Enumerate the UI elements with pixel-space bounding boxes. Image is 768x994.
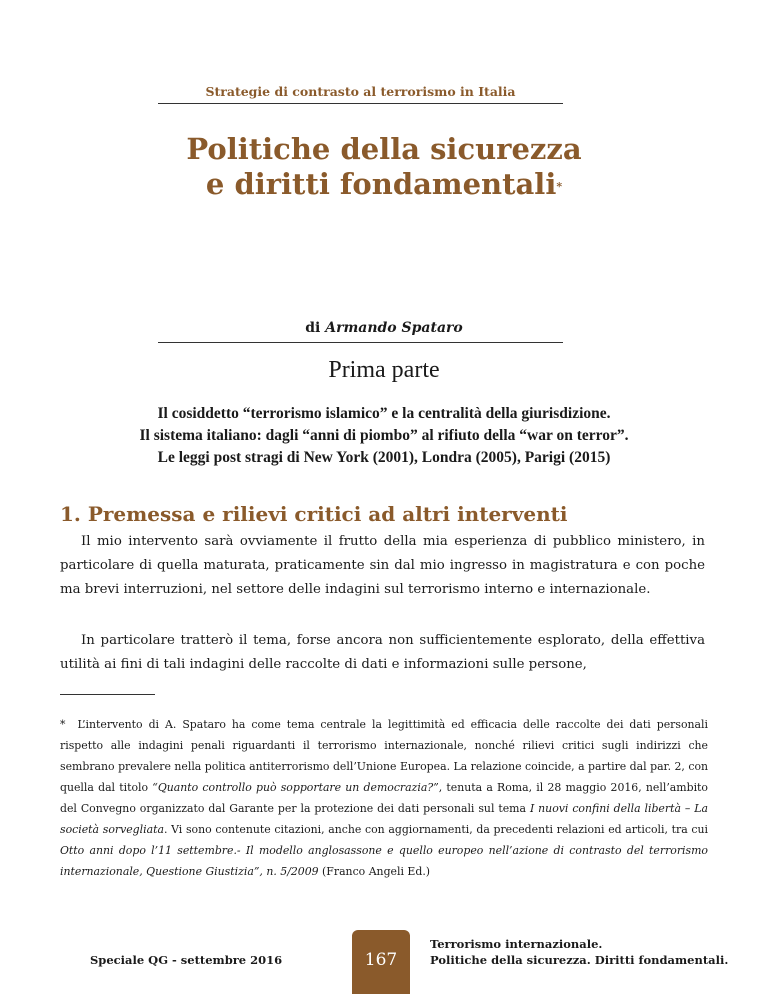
title-line-2 [100, 167, 668, 202]
footnote [60, 714, 708, 882]
subtitles [60, 403, 708, 469]
footnote-italic: I nuovi confini della libertà – La società sorvegliata [60, 802, 708, 836]
title-line-2-text: e diritti fondamentali [205, 167, 557, 201]
page-number-tab [352, 930, 410, 994]
footnote-italic: Otto anni dopo l’11 settembre.- Il modello anglosassone e quello europeo nell’azione di contrasto del terrorismo internazionale, Questione Giustizia”, n. 5/2009 [60, 844, 708, 878]
subtitle-line: Le leggi post stragi di New York (2001), Londra (2005), Parigi (2015) [157, 449, 611, 466]
byline-rule [158, 342, 563, 343]
footnote-text: L’intervento di A. Spataro ha come tema centrale la legittimità ed efficacia delle raccolte dei dati personali rispetto alle indagini penali riguardanti il terrorismo internazionale, nonché rilievi critici sugli indirizzi che sembrano prevalere nella politica antiterrorismo dell’Unione Europea. La relazione coincide, a partire dal par. 2, con quella dal titolo [60, 718, 709, 794]
header-rule [158, 103, 563, 104]
body-paragraph [60, 530, 705, 602]
footnote-text: (Franco Angeli Ed.) [318, 865, 431, 878]
footnote-mark: * [60, 718, 66, 731]
running-head: Strategie di contrasto al terrorismo in Italia [205, 84, 516, 99]
page-number: 167 [364, 950, 398, 970]
title-footnote-mark[interactable]: * [556, 180, 563, 193]
footer-right-line: Terrorismo internazionale. [430, 937, 603, 951]
body-paragraph [60, 629, 705, 677]
subtitle-line: Il sistema italiano: dagli “anni di piombo” al rifiuto della “war on terror”. [139, 427, 629, 444]
footnote-text: . Vi sono contenute citazioni, anche con aggiornamenti, da precedenti relazioni ed articoli, tra cui [163, 823, 708, 836]
body-paragraph-text: In particolare tratterò il tema, forse ancora non sufficientemente esplorato, della effettiva utilità ai fini di tali indagini delle raccolte di dati e informazioni sulle persone, [60, 633, 705, 672]
subtitle-line: Il cosiddetto “terrorismo islamico” e la centralità della giurisdizione. [157, 405, 611, 422]
title-line-1: Politiche della sicurezza [186, 132, 582, 166]
author-name: Armando Spataro [325, 320, 463, 336]
byline-prefix: di [305, 320, 321, 336]
footer-section-title [430, 936, 728, 968]
section-heading: 1. Premessa e rilievi critici ad altri interventi [60, 502, 568, 526]
footnote-italic: “Quanto controllo può sopportare un democrazia?” [152, 781, 439, 794]
footer-issue: Speciale QG - settembre 2016 [90, 953, 283, 967]
footnote-text: , tenuta a Roma, il 28 maggio 2016, nell’ambito del Convegno organizzato dal Garante per la protezione dei dati personali sul tema [60, 781, 708, 815]
byline [60, 320, 708, 336]
page-title [100, 132, 668, 202]
body-paragraph-text: Il mio intervento sarà ovviamente il frutto della mia esperienza di pubblico ministero, in particolare di quella maturata, praticamente sin dal mio ingresso in magistratura e con poche ma brevi interruzioni, nel settore delle indagini sul terrorismo interno e internazionale. [60, 534, 705, 597]
footer-right-line: Politiche della sicurezza. Diritti fondamentali. [430, 953, 729, 967]
footnote-separator [60, 694, 155, 695]
part-heading: Prima parte [328, 357, 440, 383]
